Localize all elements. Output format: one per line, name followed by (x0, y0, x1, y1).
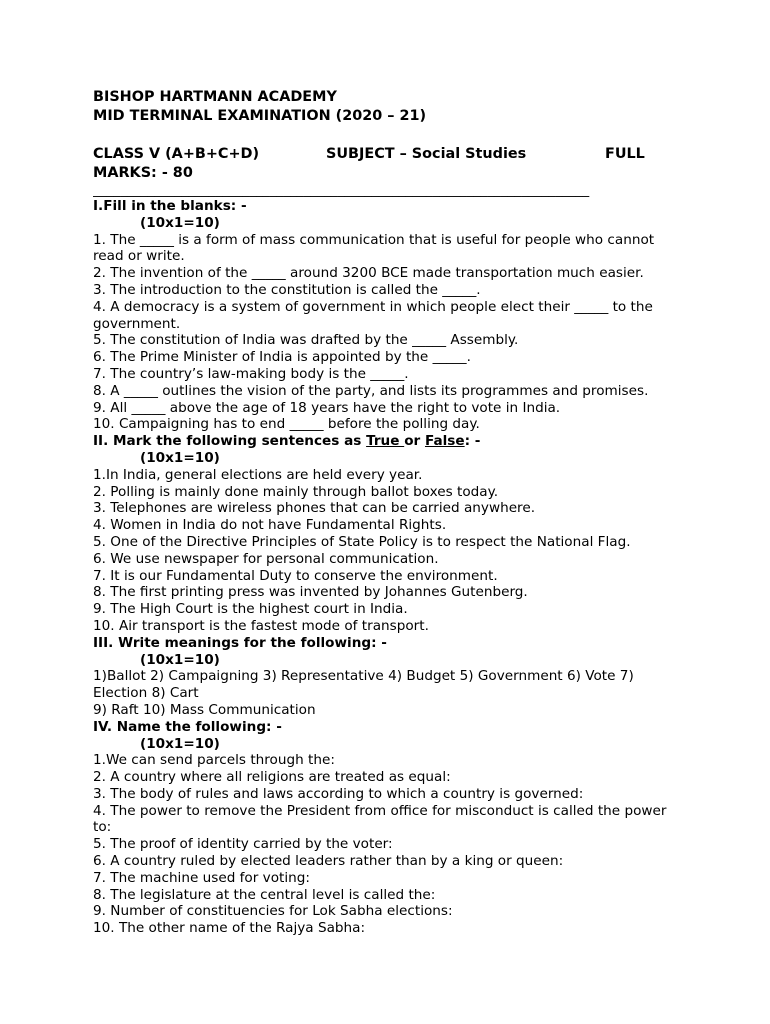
list-item: 3. The body of rules and laws according to which a country is governed: (93, 785, 584, 802)
list-item: 7. The machine used for voting: (93, 869, 310, 886)
list-item: 1.We can send parcels through the: (93, 752, 335, 769)
list-item: 8. The legislature at the central level is called the: (93, 886, 436, 903)
section-2-heading-suffix: : - (464, 433, 481, 450)
list-item: 9) Raft 10) Mass Communication (93, 701, 316, 718)
true-word: True (366, 433, 405, 450)
list-item: 5. One of the Directive Principles of State Policy is to respect the National Flag. (93, 533, 631, 550)
section-2-list (93, 467, 683, 635)
full-marks-label: FULL (605, 146, 645, 162)
divider-line: _________________________________________________________________________ (93, 183, 590, 198)
section-3-marks: (10x1=10) (140, 651, 220, 668)
list-item: 10. Campaigning has to end _____ before the polling day. (93, 416, 480, 433)
list-item: 3. Telephones are wireless phones that can be carried anywhere. (93, 500, 536, 517)
subject-label: SUBJECT – Social Studies (326, 146, 527, 162)
school-name: BISHOP HARTMANN ACADEMY (93, 89, 337, 105)
exam-title: MID TERMINAL EXAMINATION (2020 – 21) (93, 108, 427, 124)
list-item: 10. Air transport is the fastest mode of transport. (93, 617, 429, 634)
class-subject-line (93, 145, 683, 164)
list-item: 1)Ballot 2) Campaigning 3) Representative 4) Budget 5) Government 6) Vote 7) Election 8) Cart (93, 668, 634, 702)
list-item: 8. A _____ outlines the vision of the party, and lists its programmes and promises. (93, 382, 649, 399)
list-item: 7. The country’s law-making body is the _____. (93, 365, 409, 382)
section-2-heading (93, 433, 683, 450)
section-3-heading: III. Write meanings for the following: - (93, 634, 387, 651)
list-item: 3. The introduction to the constitution is called the _____. (93, 281, 481, 298)
list-item: 9. All _____ above the age of 18 years have the right to vote in India. (93, 399, 561, 416)
list-item: 2. A country where all religions are treated as equal: (93, 769, 451, 786)
list-item: 6. We use newspaper for personal communication. (93, 550, 439, 567)
list-item: 2. The invention of the _____ around 3200 BCE made transportation much easier. (93, 265, 644, 282)
list-item: 7. It is our Fundamental Duty to conserve the environment. (93, 567, 498, 584)
section-1-marks: (10x1=10) (140, 214, 220, 231)
marks-label: MARKS: - 80 (93, 165, 193, 181)
section-4-marks: (10x1=10) (140, 735, 220, 752)
list-item: 4. Women in India do not have Fundamental Rights. (93, 517, 447, 534)
section-1-heading: I.Fill in the blanks: - (93, 198, 247, 214)
section-1-list (93, 232, 683, 434)
list-item: 9. Number of constituencies for Lok Sabha elections: (93, 903, 453, 920)
section-4-heading: IV. Name the following: - (93, 718, 282, 735)
list-item: 4. A democracy is a system of government in which people elect their _____ to the government. (93, 298, 653, 332)
or-word: or (404, 433, 425, 450)
list-item: 10. The other name of the Rajya Sabha: (93, 920, 366, 937)
list-item: 9. The High Court is the highest court in India. (93, 601, 408, 618)
class-label: CLASS V (A+B+C+D) (93, 146, 260, 162)
list-item: 5. The constitution of India was drafted by the _____ Assembly. (93, 332, 519, 349)
list-item: 6. The Prime Minister of India is appointed by the _____. (93, 349, 471, 366)
section-3-list (93, 668, 683, 718)
section-4-list (93, 752, 683, 937)
document-body (93, 88, 683, 937)
list-item: 6. A country ruled by elected leaders rather than by a king or queen: (93, 853, 564, 870)
list-item: 2. Polling is mainly done mainly through ballot boxes today. (93, 483, 499, 500)
list-item: 1. The _____ is a form of mass communication that is useful for people who cannot read or write. (93, 231, 655, 265)
list-item: 1.In India, general elections are held every year. (93, 466, 423, 483)
false-word: False (424, 433, 465, 450)
section-2-marks: (10x1=10) (140, 449, 220, 466)
section-2-heading-text: II. Mark the following sentences as (93, 433, 367, 450)
list-item: 4. The power to remove the President from office for misconduct is called the power to: (93, 802, 667, 836)
list-item: 5. The proof of identity carried by the voter: (93, 836, 393, 853)
list-item: 8. The first printing press was invented by Johannes Gutenberg. (93, 584, 528, 601)
